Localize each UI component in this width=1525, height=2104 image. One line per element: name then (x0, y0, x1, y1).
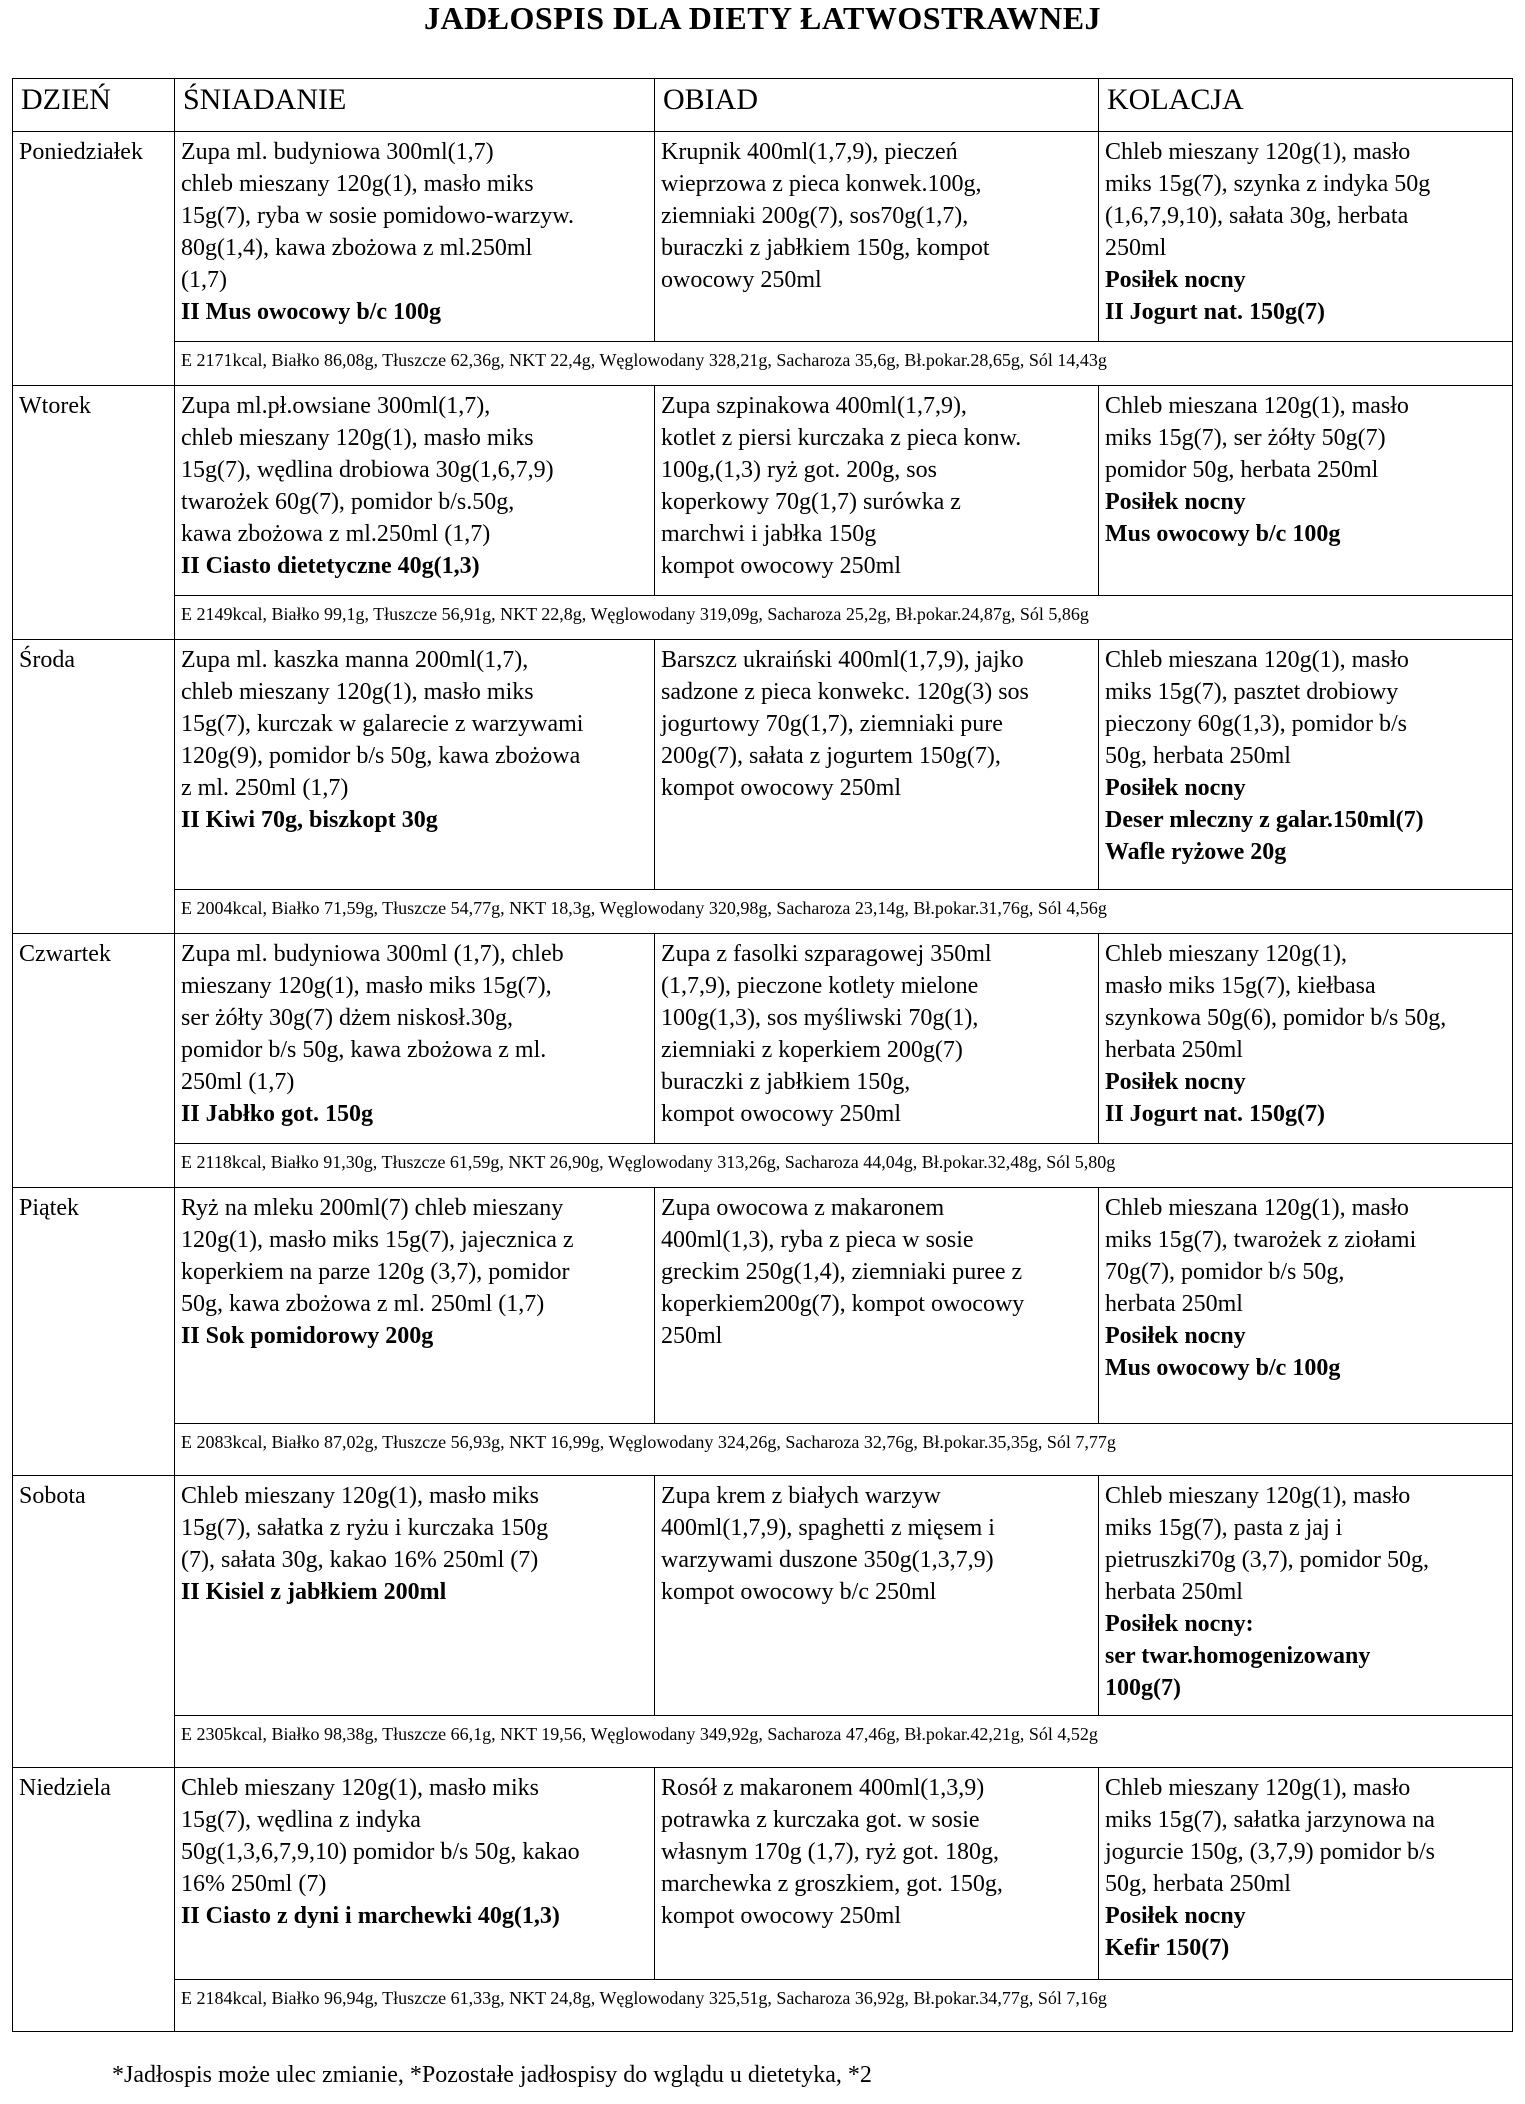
lunch-cell-line: kompot owocowy 250ml (661, 1903, 901, 1929)
header-dinner: KOLACJA (1099, 79, 1513, 132)
dinner-cell (1099, 386, 1513, 596)
dinner-cell-line: miks 15g(7), pasztet drobiowy (1105, 679, 1399, 705)
breakfast-cell-bold-line: II Ciasto z dyni i marchewki 40g(1,3) (181, 1903, 560, 1929)
stats-row (13, 1716, 1513, 1768)
breakfast-cell-line: twarożek 60g(7), pomidor b/s.50g, (181, 489, 515, 515)
breakfast-cell (175, 1476, 655, 1716)
header-lunch: OBIAD (655, 79, 1099, 132)
dinner-cell-bold-line: Posiłek nocny: (1105, 1611, 1254, 1637)
dinner-cell-line: pomidor 50g, herbata 250ml (1105, 457, 1379, 483)
dinner-cell-line: herbata 250ml (1105, 1291, 1243, 1317)
page-title: JADŁOSPIS DLA DIETY ŁATWOSTRAWNEJ (423, 0, 1102, 36)
lunch-cell (655, 1476, 1099, 1716)
lunch-cell-line: 100g(1,3), sos myśliwski 70g(1), (661, 1005, 979, 1031)
breakfast-cell-line: 15g(7), sałatka z ryżu i kurczaka 150g (181, 1515, 549, 1541)
nutrition-stats: E 2305kcal, Białko 98,38g, Tłuszcze 66,1g, NKT 19,56, Węglowodany 349,92g, Sacharoza 47,46g, Bł.pokar.42,21g, Sól 4,52g (175, 1716, 1513, 1768)
day-name: Poniedziałek (13, 132, 175, 386)
lunch-cell (655, 1188, 1099, 1424)
day-name: Sobota (13, 1476, 175, 1768)
breakfast-cell-bold-line: II Kiwi 70g, biszkopt 30g (181, 807, 438, 833)
dinner-cell-bold-line: Wafle ryżowe 20g (1105, 839, 1287, 865)
breakfast-cell-bold-line: II Mus owocowy b/c 100g (181, 299, 442, 325)
lunch-cell-line: buraczki z jabłkiem 150g, (661, 1069, 911, 1095)
breakfast-cell-line: Zupa ml.pł.owsiane 300ml(1,7), (181, 393, 491, 419)
breakfast-cell-line: 15g(7), ryba w sosie pomidowo-warzyw. (181, 203, 575, 229)
dinner-cell-line: masło miks 15g(7), kiełbasa (1105, 973, 1376, 999)
breakfast-cell-line: 120g(9), pomidor b/s 50g, kawa zbożowa (181, 743, 581, 769)
dinner-cell-line: herbata 250ml (1105, 1037, 1243, 1063)
breakfast-cell-bold-line: II Sok pomidorowy 200g (181, 1323, 434, 1349)
header-row (13, 79, 1513, 132)
header-breakfast: ŚNIADANIE (175, 79, 655, 132)
lunch-cell (655, 934, 1099, 1144)
dinner-cell-line: 250ml (1105, 235, 1167, 261)
lunch-cell-line: kotlet z piersi kurczaka z pieca konw. (661, 425, 1022, 451)
dinner-cell-line: Chleb mieszana 120g(1), masło (1105, 647, 1409, 673)
dinner-cell-line: miks 15g(7), ser żółty 50g(7) (1105, 425, 1386, 451)
breakfast-cell (175, 1768, 655, 1980)
lunch-cell-line: ziemniaki 200g(7), sos70g(1,7), (661, 203, 969, 229)
dinner-cell-bold-line: Deser mleczny z galar.150ml(7) (1105, 807, 1424, 833)
day-name: Czwartek (13, 934, 175, 1188)
dinner-cell-bold-line: Posiłek nocny (1105, 1069, 1246, 1095)
stats-row (13, 1980, 1513, 2032)
lunch-cell-line: buraczki z jabłkiem 150g, kompot (661, 235, 990, 261)
breakfast-cell-line: Ryż na mleku 200ml(7) chleb mieszany (181, 1195, 564, 1221)
lunch-cell-line: marchwi i jabłka 150g (661, 521, 877, 547)
lunch-cell-line: 400ml(1,3), ryba z pieca w sosie (661, 1227, 974, 1253)
dinner-cell (1099, 1188, 1513, 1424)
breakfast-cell-bold-line: II Jabłko got. 150g (181, 1101, 374, 1127)
lunch-cell-line: kompot owocowy b/c 250ml (661, 1579, 937, 1605)
lunch-cell-line: 100g,(1,3) ryż got. 200g, sos (661, 457, 937, 483)
dinner-cell (1099, 640, 1513, 890)
dinner-cell-line: (1,6,7,9,10), sałata 30g, herbata (1105, 203, 1409, 229)
breakfast-cell-line: Zupa ml. budyniowa 300ml(1,7) (181, 139, 494, 165)
lunch-cell (655, 386, 1099, 596)
footnote: *Jadłospis może ulec zmianie, *Pozostałe jadłospisy do wglądu u dietetyka, *2 (112, 2062, 872, 2088)
breakfast-cell-line: z ml. 250ml (1,7) (181, 775, 349, 801)
lunch-cell-line: Zupa z fasolki szparagowej 350ml (661, 941, 992, 967)
breakfast-cell-line: koperkiem na parze 120g (3,7), pomidor (181, 1259, 570, 1285)
dinner-cell-bold-line: II Jogurt nat. 150g(7) (1105, 299, 1325, 325)
lunch-cell-line: Rosół z makaronem 400ml(1,3,9) (661, 1775, 985, 1801)
breakfast-cell-line: ser żółty 30g(7) dżem niskosł.30g, (181, 1005, 513, 1031)
dinner-cell-bold-line: Mus owocowy b/c 100g (1105, 521, 1341, 547)
lunch-cell-line: kompot owocowy 250ml (661, 775, 901, 801)
day-row (13, 640, 1513, 890)
lunch-cell-line: Zupa owocowa z makaronem (661, 1195, 945, 1221)
day-name: Wtorek (13, 386, 175, 640)
breakfast-cell (175, 386, 655, 596)
lunch-cell-line: marchewka z groszkiem, got. 150g, (661, 1871, 1003, 1897)
day-name: Środa (13, 640, 175, 934)
dinner-cell-line: herbata 250ml (1105, 1579, 1243, 1605)
dinner-cell-line: 70g(7), pomidor b/s 50g, (1105, 1259, 1345, 1285)
dinner-cell-line: szynkowa 50g(6), pomidor b/s 50g, (1105, 1005, 1447, 1031)
dinner-cell-line: miks 15g(7), sałatka jarzynowa na (1105, 1807, 1435, 1833)
dinner-cell-bold-line: Posiłek nocny (1105, 775, 1246, 801)
nutrition-stats: E 2184kcal, Białko 96,94g, Tłuszcze 61,33g, NKT 24,8g, Węglowodany 325,51g, Sacharoza 36,92g, Bł.pokar.34,77g, Sól 7,16g (175, 1980, 1513, 2032)
dinner-cell-line: pieczony 60g(1,3), pomidor b/s (1105, 711, 1407, 737)
stats-row (13, 342, 1513, 386)
dinner-cell-line: miks 15g(7), pasta z jaj i (1105, 1515, 1343, 1541)
breakfast-cell-line: mieszany 120g(1), masło miks 15g(7), (181, 973, 552, 999)
lunch-cell-line: sadzone z pieca konwekc. 120g(3) sos (661, 679, 1029, 705)
header-day: DZIEŃ (13, 79, 175, 132)
dinner-cell-line: Chleb mieszany 120g(1), masło (1105, 139, 1411, 165)
lunch-cell-line: 250ml (661, 1323, 723, 1349)
stats-row (13, 1144, 1513, 1188)
breakfast-cell-bold-line: II Kisiel z jabłkiem 200ml (181, 1579, 447, 1605)
lunch-cell-line: koperkowy 70g(1,7) surówka z (661, 489, 961, 515)
breakfast-cell-line: 15g(7), wędlina z indyka (181, 1807, 421, 1833)
day-row (13, 1188, 1513, 1424)
nutrition-stats: E 2083kcal, Białko 87,02g, Tłuszcze 56,93g, NKT 16,99g, Węglowodany 324,26g, Sacharoza 32,76g, Bł.pokar.35,35g, Sól 7,77g (175, 1424, 1513, 1476)
dinner-cell-bold-line: Posiłek nocny (1105, 489, 1246, 515)
breakfast-cell-line: Chleb mieszany 120g(1), masło miks (181, 1483, 539, 1509)
dinner-cell (1099, 934, 1513, 1144)
lunch-cell-line: Zupa krem z białych warzyw (661, 1483, 941, 1509)
breakfast-cell-line: 15g(7), wędlina drobiowa 30g(1,6,7,9) (181, 457, 554, 483)
lunch-cell (655, 132, 1099, 342)
stats-row (13, 596, 1513, 640)
dinner-cell-line: pietruszki70g (3,7), pomidor 50g, (1105, 1547, 1429, 1573)
breakfast-cell (175, 132, 655, 342)
breakfast-cell (175, 640, 655, 890)
lunch-cell-line: warzywami duszone 350g(1,3,7,9) (661, 1547, 994, 1573)
lunch-cell-line: wieprzowa z pieca konwek.100g, (661, 171, 982, 197)
lunch-cell-line: greckim 250g(1,4), ziemniaki puree z (661, 1259, 1023, 1285)
breakfast-cell-line: (1,7) (181, 267, 227, 293)
dinner-cell-line: Chleb mieszany 120g(1), (1105, 941, 1347, 967)
day-row (13, 1476, 1513, 1716)
lunch-cell-line: kompot owocowy 250ml (661, 553, 901, 579)
lunch-cell-line: potrawka z kurczaka got. w sosie (661, 1807, 980, 1833)
lunch-cell-line: kompot owocowy 250ml (661, 1101, 901, 1127)
nutrition-stats: E 2149kcal, Białko 99,1g, Tłuszcze 56,91g, NKT 22,8g, Węglowodany 319,09g, Sacharoza 25,2g, Bł.pokar.24,87g, Sól 5,86g (175, 596, 1513, 640)
breakfast-cell-line: Zupa ml. budyniowa 300ml (1,7), chleb (181, 941, 564, 967)
dinner-cell-bold-line: Kefir 150(7) (1105, 1935, 1230, 1961)
lunch-cell-line: 400ml(1,7,9), spaghetti z mięsem i (661, 1515, 995, 1541)
day-row (13, 386, 1513, 596)
dinner-cell (1099, 132, 1513, 342)
dinner-cell-line: miks 15g(7), szynka z indyka 50g (1105, 171, 1431, 197)
breakfast-cell-line: 80g(1,4), kawa zbożowa z ml.250ml (181, 235, 533, 261)
day-row (13, 132, 1513, 342)
breakfast-cell-line: Chleb mieszany 120g(1), masło miks (181, 1775, 539, 1801)
dinner-cell-line: 50g, herbata 250ml (1105, 1871, 1291, 1897)
lunch-cell-line: ziemniaki z koperkiem 200g(7) (661, 1037, 963, 1063)
breakfast-cell-line: chleb mieszany 120g(1), masło miks (181, 679, 534, 705)
lunch-cell-line: własnym 170g (1,7), ryż got. 180g, (661, 1839, 999, 1865)
breakfast-cell (175, 934, 655, 1144)
stats-row (13, 1424, 1513, 1476)
dinner-cell-bold-line: 100g(7) (1105, 1675, 1181, 1701)
dinner-cell-bold-line: II Jogurt nat. 150g(7) (1105, 1101, 1325, 1127)
breakfast-cell-line: 250ml (1,7) (181, 1069, 295, 1095)
dinner-cell-bold-line: Posiłek nocny (1105, 267, 1246, 293)
day-row (13, 934, 1513, 1144)
dinner-cell-line: jogurcie 150g, (3,7,9) pomidor b/s (1105, 1839, 1435, 1865)
lunch-cell-line: jogurtowy 70g(1,7), ziemniaki pure (661, 711, 1003, 737)
dinner-cell-bold-line: ser twar.homogenizowany (1105, 1643, 1371, 1669)
breakfast-cell (175, 1188, 655, 1424)
lunch-cell-line: Krupnik 400ml(1,7,9), pieczeń (661, 139, 958, 165)
menu-table (12, 78, 1513, 2032)
dinner-cell-bold-line: Posiłek nocny (1105, 1323, 1246, 1349)
breakfast-cell-line: chleb mieszany 120g(1), masło miks (181, 425, 534, 451)
dinner-cell-bold-line: Mus owocowy b/c 100g (1105, 1355, 1341, 1381)
lunch-cell (655, 1768, 1099, 1980)
lunch-cell (655, 640, 1099, 890)
dinner-cell (1099, 1476, 1513, 1716)
breakfast-cell-bold-line: II Ciasto dietetyczne 40g(1,3) (181, 553, 480, 579)
breakfast-cell-line: kawa zbożowa z ml.250ml (1,7) (181, 521, 491, 547)
breakfast-cell-line: chleb mieszany 120g(1), masło miks (181, 171, 534, 197)
breakfast-cell-line: 120g(1), masło miks 15g(7), jajecznica z (181, 1227, 574, 1253)
dinner-cell-line: Chleb mieszany 120g(1), masło (1105, 1775, 1411, 1801)
dinner-cell-line: 50g, herbata 250ml (1105, 743, 1291, 769)
dinner-cell-line: miks 15g(7), twarożek z ziołami (1105, 1227, 1417, 1253)
nutrition-stats: E 2118kcal, Białko 91,30g, Tłuszcze 61,59g, NKT 26,90g, Węglowodany 313,26g, Sacharoza 44,04g, Bł.pokar.32,48g, Sól 5,80g (175, 1144, 1513, 1188)
nutrition-stats: E 2171kcal, Białko 86,08g, Tłuszcze 62,36g, NKT 22,4g, Węglowodany 328,21g, Sacharoza 35,6g, Bł.pokar.28,65g, Sól 14,43g (175, 342, 1513, 386)
breakfast-cell-line: 50g, kawa zbożowa z ml. 250ml (1,7) (181, 1291, 545, 1317)
nutrition-stats: E 2004kcal, Białko 71,59g, Tłuszcze 54,77g, NKT 18,3g, Węglowodany 320,98g, Sacharoza 23,14g, Bł.pokar.31,76g, Sól 4,56g (175, 890, 1513, 934)
stats-row (13, 890, 1513, 934)
lunch-cell-line: Barszcz ukraiński 400ml(1,7,9), jajko (661, 647, 1024, 673)
breakfast-cell-line: 15g(7), kurczak w galarecie z warzywami (181, 711, 584, 737)
breakfast-cell-line: 16% 250ml (7) (181, 1871, 327, 1897)
breakfast-cell-line: (7), sałata 30g, kakao 16% 250ml (7) (181, 1547, 539, 1573)
lunch-cell-line: (1,7,9), pieczone kotlety mielone (661, 973, 979, 999)
breakfast-cell-line: pomidor b/s 50g, kawa zbożowa z ml. (181, 1037, 547, 1063)
lunch-cell-line: owocowy 250ml (661, 267, 822, 293)
day-name: Piątek (13, 1188, 175, 1476)
dinner-cell (1099, 1768, 1513, 1980)
dinner-cell-line: Chleb mieszana 120g(1), masło (1105, 393, 1409, 419)
day-row (13, 1768, 1513, 1980)
lunch-cell-line: 200g(7), sałata z jogurtem 150g(7), (661, 743, 1001, 769)
lunch-cell-line: Zupa szpinakowa 400ml(1,7,9), (661, 393, 967, 419)
breakfast-cell-line: Zupa ml. kaszka manna 200ml(1,7), (181, 647, 529, 673)
lunch-cell-line: koperkiem200g(7), kompot owocowy (661, 1291, 1025, 1317)
dinner-cell-line: Chleb mieszana 120g(1), masło (1105, 1195, 1409, 1221)
dinner-cell-bold-line: Posiłek nocny (1105, 1903, 1246, 1929)
breakfast-cell-line: 50g(1,3,6,7,9,10) pomidor b/s 50g, kakao (181, 1839, 580, 1865)
dinner-cell-line: Chleb mieszany 120g(1), masło (1105, 1483, 1411, 1509)
day-name: Niedziela (13, 1768, 175, 2032)
